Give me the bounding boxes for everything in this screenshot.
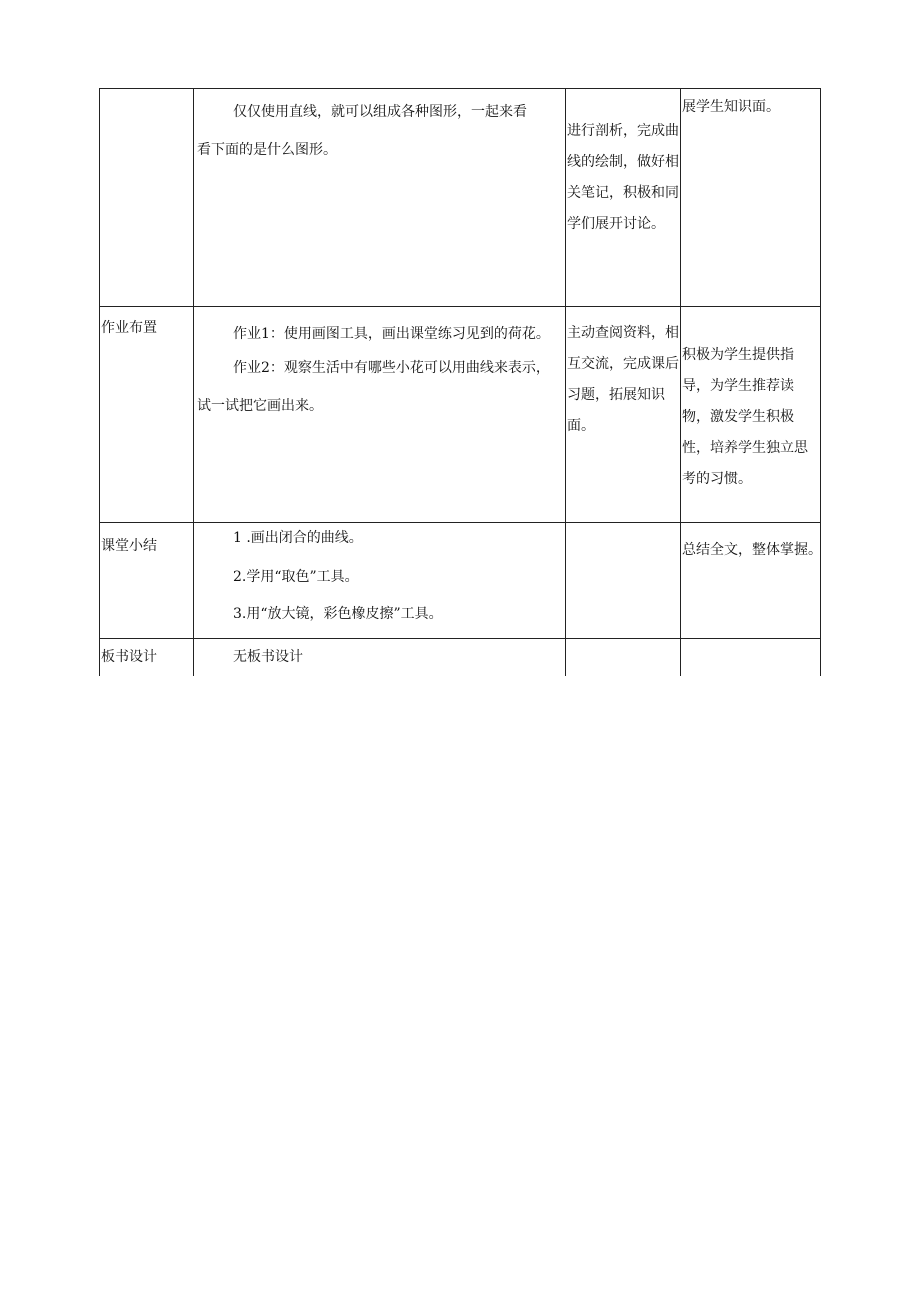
- content-line: 无板书设计: [233, 649, 303, 665]
- content-line: 3.用“放大镜，彩色橡皮擦”工具。: [233, 606, 443, 622]
- table-border-top: [99, 88, 821, 89]
- design-intent: 总结全文，整体掌握。: [682, 542, 822, 558]
- row-divider-1: [99, 306, 821, 307]
- column-divider-3: [680, 88, 681, 676]
- row-divider-3: [99, 638, 821, 639]
- design-intent: 积极为学生提供指导，为学生推荐读物，激发学生积极性，培养学生独立思考的习惯。: [682, 347, 808, 487]
- content-line: 作业2：观察生活中有哪些小花可以用曲线来表示，: [233, 360, 550, 376]
- content-line: 2.学用“取色”工具。: [233, 569, 359, 585]
- student-activity: 进行剖析，完成曲线的绘制，做好相关笔记，积极和同学们展开讨论。: [567, 123, 679, 232]
- content-line: 作业1：使用画图工具，画出课堂练习见到的荷花。: [233, 326, 550, 342]
- student-activity: 主动查阅资料，相互交流，完成课后习题，拓展知识面。: [567, 325, 679, 434]
- table-border-right: [820, 88, 821, 676]
- row-label: 作业布置: [101, 320, 157, 336]
- content-line: 试一试把它画出来。: [197, 398, 323, 414]
- content-line: 仅仅使用直线，就可以组成各种图形，一起来看: [233, 104, 527, 120]
- table-border-left: [99, 88, 100, 676]
- content-line: 1 .画出闭合的曲线。: [233, 530, 363, 546]
- row-divider-2: [99, 522, 821, 523]
- content-line: 看下面的是什么图形。: [197, 142, 337, 158]
- column-divider-1: [193, 88, 194, 676]
- design-intent: 展学生知识面。: [682, 99, 780, 115]
- column-divider-2: [565, 88, 566, 676]
- row-label: 课堂小结: [101, 538, 157, 554]
- row-label: 板书设计: [101, 649, 157, 665]
